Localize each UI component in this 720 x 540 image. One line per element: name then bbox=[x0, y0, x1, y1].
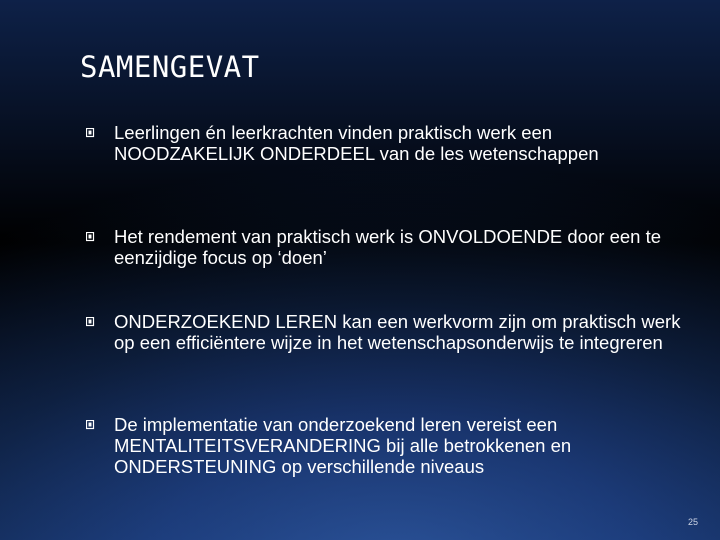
bullet-item bbox=[86, 311, 686, 353]
bullet-item bbox=[86, 414, 686, 477]
bullet-text: De implementatie van onderzoekend leren vereist een MENTALITEITSVERANDERING bij alle betrokkenen en ONDERSTEUNING op verschillende niveaus bbox=[114, 414, 572, 477]
bullet-item bbox=[86, 226, 686, 268]
square-bullet-icon bbox=[86, 128, 95, 138]
square-bullet-icon bbox=[86, 420, 95, 430]
slide-title: SAMENGEVAT bbox=[80, 50, 260, 84]
bullet-text: ONDERZOEKEND LEREN kan een werkvorm zijn om praktisch werk op een efficiëntere wijze in het wetenschapsonderwijs te integreren bbox=[114, 311, 681, 353]
page-number: 25 bbox=[687, 517, 698, 527]
square-bullet-icon bbox=[86, 317, 95, 327]
bullet-text: Leerlingen én leerkrachten vinden praktisch werk een NOODZAKELIJK ONDERDEEL van de les wetenschappen bbox=[114, 122, 599, 164]
square-bullet-icon bbox=[86, 232, 95, 242]
bullet-text: Het rendement van praktisch werk is ONVOLDOENDE door een te eenzijdige focus op ‘doen’ bbox=[114, 226, 662, 268]
bullet-item bbox=[86, 122, 686, 164]
